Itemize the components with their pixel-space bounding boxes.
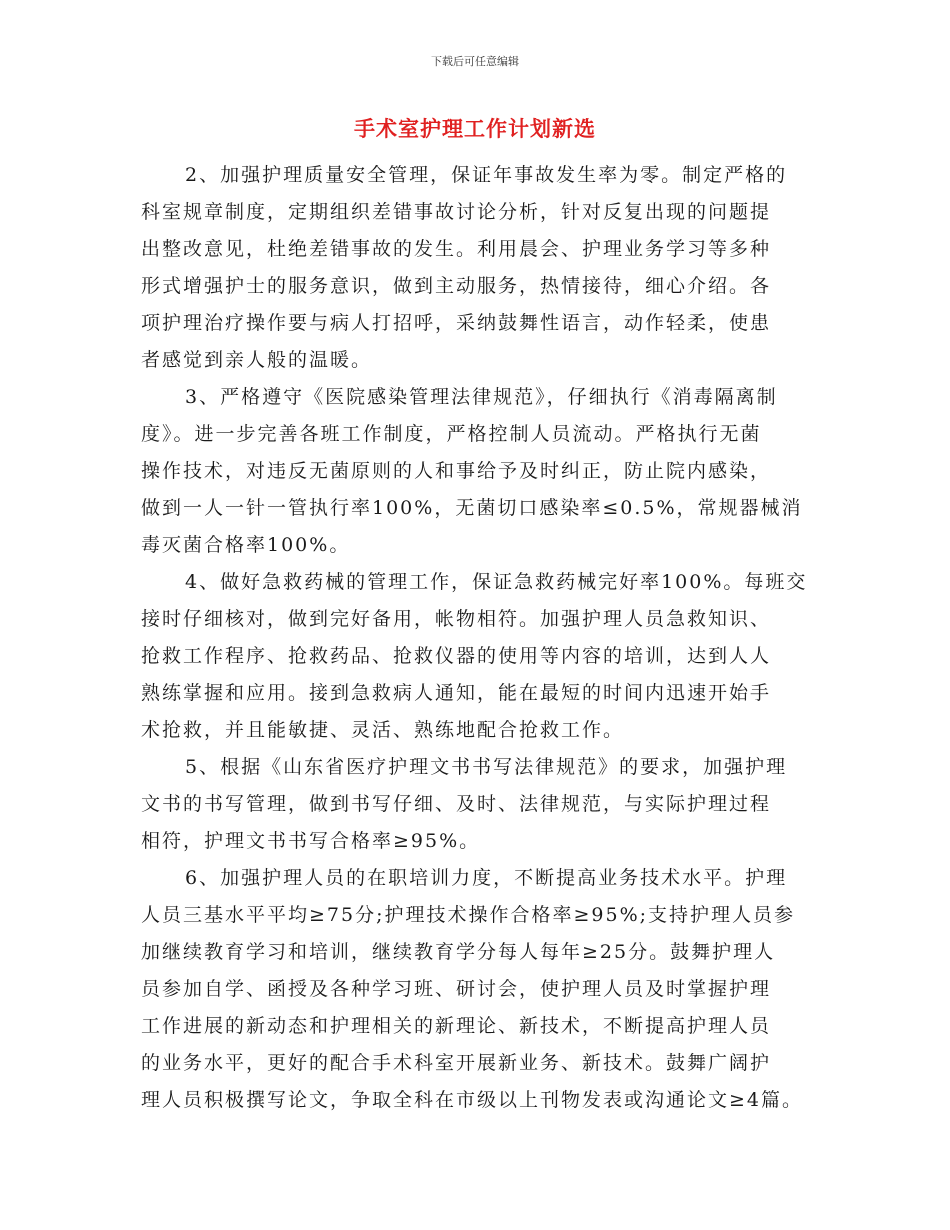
paragraph-line: 项护理治疗操作要与病人打招呼，采纳鼓舞性语言，动作轻柔，使患 bbox=[141, 312, 772, 334]
paragraph-line: 员参加自学、函授及各种学习班、研讨会，使护理人员及时掌握护理 bbox=[141, 978, 772, 1000]
document-body bbox=[141, 157, 831, 1119]
paragraph-line: 度》。进一步完善各班工作制度，严格控制人员流动。严格执行无菌 bbox=[141, 423, 762, 445]
paragraph bbox=[141, 379, 831, 564]
paragraph-line: 2、加强护理质量安全管理，保证年事故发生率为零。制定严格的 bbox=[185, 164, 788, 186]
document-title: 手术室护理工作计划新选 bbox=[354, 117, 596, 141]
paragraph-line: 者感觉到亲人般的温暖。 bbox=[141, 349, 373, 371]
paragraph-line: 抢救工作程序、抢救药品、抢救仪器的使用等内容的培训，达到人人 bbox=[141, 645, 772, 667]
paragraph-line: 操作技术，对违反无菌原则的人和事给予及时纠正，防止院内感染， bbox=[141, 460, 772, 482]
paragraph-line: 4、做好急救药械的管理工作，保证急救药械完好率100%。每班交 bbox=[185, 571, 808, 593]
paragraph-line: 加继续教育学习和培训，继续教育学分每人每年≥25分。鼓舞护理人 bbox=[141, 941, 776, 963]
paragraph-line: 形式增强护士的服务意识，做到主动服务，热情接待，细心介绍。各 bbox=[141, 275, 772, 297]
paragraph bbox=[141, 564, 831, 749]
paragraph-line: 接时仔细核对，做到完好备用，帐物相符。加强护理人员急救知识、 bbox=[141, 608, 772, 630]
paragraph-line: 5、根据《山东省医疗护理文书书写法律规范》的要求，加强护理 bbox=[185, 756, 788, 778]
header-note: 下载后可任意编辑 bbox=[431, 55, 519, 68]
paragraph-line: 熟练掌握和应用。接到急救病人通知，能在最短的时间内迅速开始手 bbox=[141, 682, 772, 704]
paragraph bbox=[141, 157, 831, 379]
paragraph bbox=[141, 749, 831, 860]
paragraph-line: 相符，护理文书书写合格率≥95%。 bbox=[141, 830, 481, 852]
paragraph-line: 科室规章制度，定期组织差错事故讨论分析，针对反复出现的问题提 bbox=[141, 201, 772, 223]
paragraph-line: 的业务水平，更好的配合手术科室开展新业务、新技术。鼓舞广阔护 bbox=[141, 1052, 772, 1074]
paragraph-line: 出整改意见，杜绝差错事故的发生。利用晨会、护理业务学习等多种 bbox=[141, 238, 772, 260]
paragraph-line: 理人员积极撰写论文，争取全科在市级以上刊物发表或沟通论文≥4篇。 bbox=[141, 1089, 804, 1111]
paragraph-line: 3、严格遵守《医院感染管理法律规范》，仔细执行《消毒隔离制 bbox=[185, 386, 778, 408]
paragraph-line: 做到一人一针一管执行率100%，无菌切口感染率≤0.5%，常规器械消 bbox=[141, 497, 803, 519]
paragraph-line: 术抢救，并且能敏捷、灵活、熟练地配合抢救工作。 bbox=[141, 719, 625, 741]
paragraph-line: 6、加强护理人员的在职培训力度，不断提高业务技术水平。护理 bbox=[185, 867, 788, 889]
paragraph-line: 毒灭菌合格率100%。 bbox=[141, 534, 351, 556]
paragraph bbox=[141, 860, 831, 1119]
paragraph-line: 文书的书写管理，做到书写仔细、及时、法律规范，与实际护理过程 bbox=[141, 793, 772, 815]
paragraph-line: 人员三基水平平均≥75分;护理技术操作合格率≥95%;支持护理人员参 bbox=[141, 904, 796, 926]
paragraph-line: 工作进展的新动态和护理相关的新理论、新技术，不断提高护理人员 bbox=[141, 1015, 772, 1037]
